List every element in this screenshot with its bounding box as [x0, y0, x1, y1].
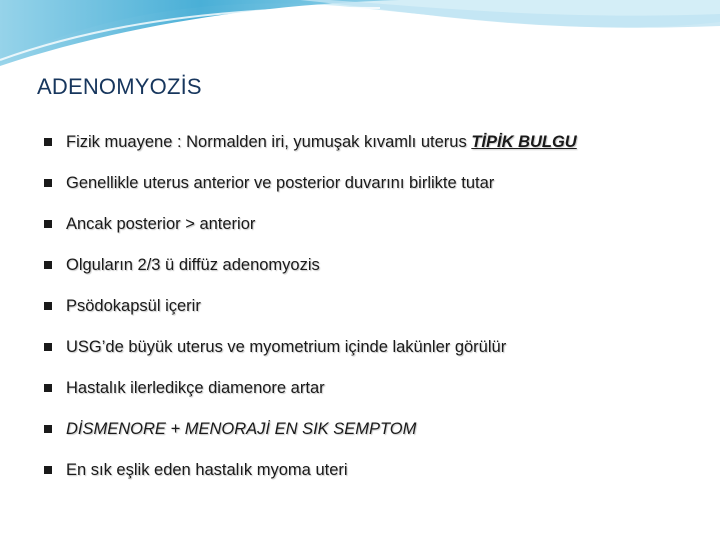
square-bullet-icon — [44, 343, 52, 351]
square-bullet-icon — [44, 179, 52, 187]
bullet-item — [44, 128, 577, 169]
square-bullet-icon — [44, 425, 52, 433]
bullet-item — [44, 333, 577, 374]
bullet-text: Psödokapsül içerir — [66, 297, 201, 315]
bullet-text: DİSMENORE + MENORAJİ EN SIK SEMPTOM — [66, 420, 417, 438]
square-bullet-icon — [44, 261, 52, 269]
square-bullet-icon — [44, 302, 52, 310]
bullet-text: En sık eşlik eden hastalık myoma uteri — [66, 461, 348, 479]
bullet-item — [44, 251, 577, 292]
bullet-item — [44, 374, 577, 415]
bullet-emphasis: TİPİK BULGU — [471, 133, 577, 151]
bullet-text: Hastalık ilerledikçe diamenore artar — [66, 379, 325, 397]
slide-title: ADENOMYOZİS — [37, 74, 202, 99]
bullet-text: Olguların 2/3 ü diffüz adenomyozis — [66, 256, 320, 274]
square-bullet-icon — [44, 384, 52, 392]
bullet-item — [44, 169, 577, 210]
bullet-text: Genellikle uterus anterior ve posterior duvarını birlikte tutar — [66, 174, 495, 192]
bullet-item — [44, 415, 577, 456]
square-bullet-icon — [44, 138, 52, 146]
bullet-item — [44, 456, 577, 497]
bullet-item — [44, 292, 577, 333]
bullet-text: Fizik muayene : Normalden iri, yumuşak kıvamlı uterus — [66, 133, 472, 151]
bullet-text: USG’de büyük uterus ve myometrium içinde lakünler görülür — [66, 338, 507, 356]
square-bullet-icon — [44, 220, 52, 228]
bullet-text: Ancak posterior > anterior — [66, 215, 256, 233]
square-bullet-icon — [44, 466, 52, 474]
bullet-list — [44, 128, 577, 497]
bullet-item — [44, 210, 577, 251]
